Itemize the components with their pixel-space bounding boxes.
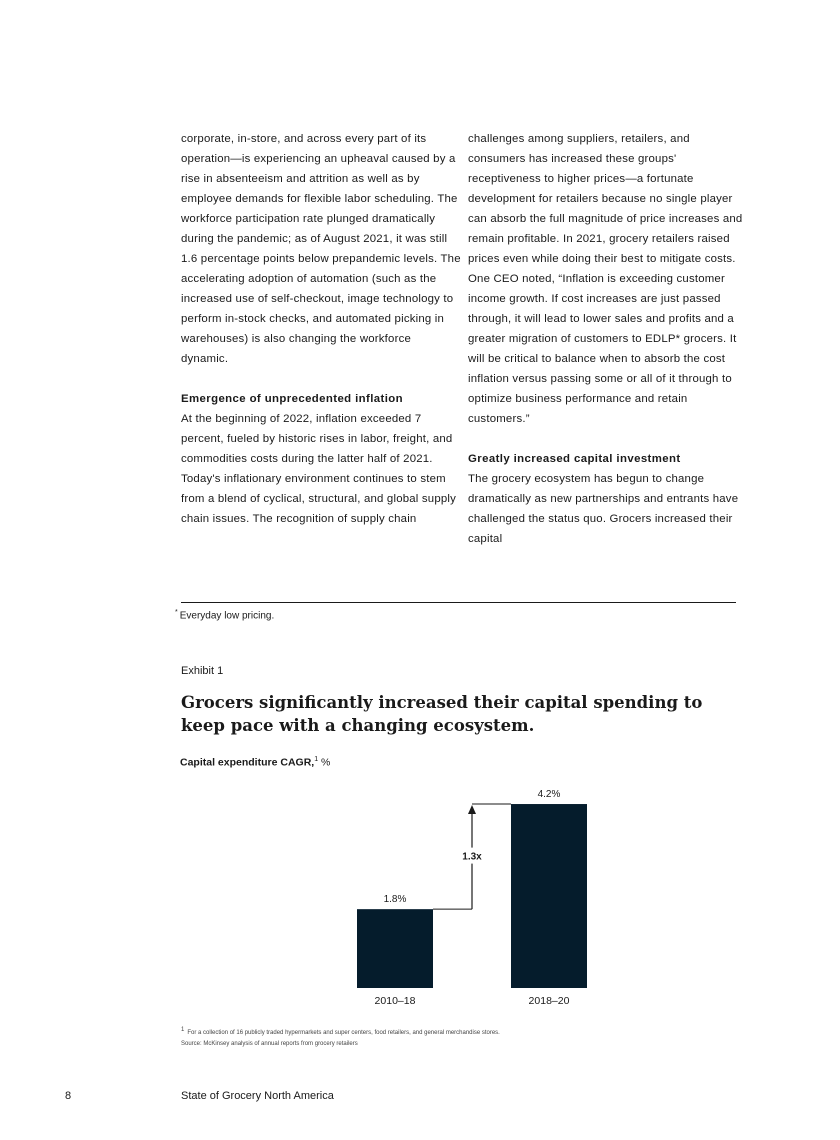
chart-footnote-1 xyxy=(181,1027,500,1036)
inflation-heading: Emergence of unprecedented inflation xyxy=(181,393,403,405)
left-paragraph-2: At the beginning of 2022, inflation exceeded 7 percent, fueled by historic rises in labor, freight, and commodities costs during the latter half of 2021. Today's inflationary environment continues to stem from a blend of cyclical, structural, and global supply chain issues. The recognition of supply chain xyxy=(181,413,457,525)
exhibit-label: Exhibit 1 xyxy=(181,665,224,677)
exhibit-title: Grocers significantly increased their capital spending to keep pace with a changing ecosystem. xyxy=(181,693,703,735)
chart-subtitle-label: Capital expenditure CAGR, xyxy=(180,756,315,769)
bar-value-label-0: 1.8% xyxy=(383,894,407,906)
footnote-marker: * xyxy=(175,609,178,616)
category-label-1: 2018–20 xyxy=(528,995,570,1007)
capital-investment-heading: Greatly increased capital investment xyxy=(468,453,681,465)
chart-subtitle-footnote-ref: 1 xyxy=(314,756,319,763)
right-paragraph-1: challenges among suppliers, retailers, and consumers has increased these groups' receptiveness to higher prices—a fortunate development for retailers because no single player can absorb the full magnitude of price increases and remain profitable. In 2021, grocery retailers raised prices even while doing their best to mitigate costs. One CEO noted, “Inflation is exceeding customer income growth. If cost increases are just passed through, it will lead to lower sales and profits and a greater migration of customers to EDLP* grocers. It will be critical to balance when to absorb the cost inflation versus passing some or all of it through to optimize business performance and retain customers.” xyxy=(468,133,743,425)
right-paragraph-2: The grocery ecosystem has begun to change dramatically as new partnerships and entrants have challenged the status quo. Grocers increased their capital xyxy=(468,473,739,545)
bar-value-label-1: 4.2% xyxy=(537,789,561,801)
bar-1 xyxy=(511,804,587,988)
chart-footnote-1-text: For a collection of 16 publicly traded hypermarkets and super centers, food retailers, and general merchandise stores. xyxy=(187,1030,500,1036)
left-paragraph-1: corporate, in-store, and across every part of its operation—is experiencing an upheaval caused by a rise in absenteeism and attrition as well as by employee demands for flexible labor scheduling. The workforce participation rate plunged dramatically during the pandemic; as of August 2021, it was still 1.6 percentage points below prepandemic levels. The accelerating adoption of automation (such as the increased use of self-checkout, image technology to perform in-stock checks, and automated picking in warehouses) is also changing the workforce dynamic. xyxy=(181,133,461,365)
category-label-0: 2010–18 xyxy=(374,995,416,1007)
annotation-arrow-head xyxy=(468,805,476,814)
chart-source: Source: McKinsey analysis of annual reports from grocery retailers xyxy=(181,1041,358,1047)
chart-footnote-1-marker: 1 xyxy=(181,1027,185,1033)
page-number: 8 xyxy=(65,1090,72,1102)
bar-0 xyxy=(357,909,433,988)
annotation-label: 1.3x xyxy=(462,851,482,863)
footnote-text: Everyday low pricing. xyxy=(179,610,275,622)
running-title: State of Grocery North America xyxy=(181,1090,334,1102)
chart-subtitle-unit: % xyxy=(321,756,331,769)
